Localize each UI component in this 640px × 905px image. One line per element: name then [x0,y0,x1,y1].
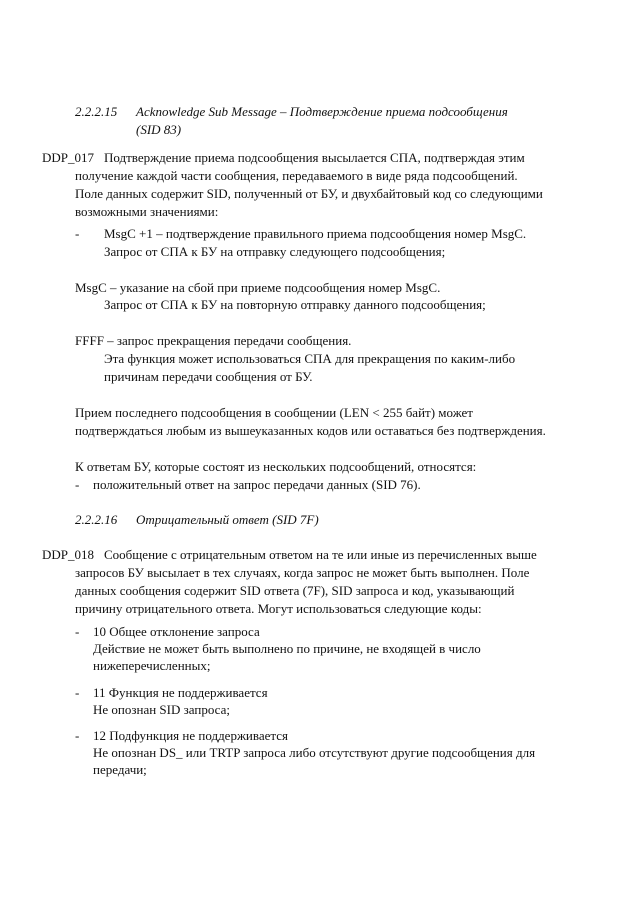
list-dash: - [75,728,80,743]
list-item-desc: Эта функция может использоваться СПА для прекращения по каким-либо [104,351,516,366]
list-dash: - [75,226,80,241]
section-title: Отрицательный ответ (SID 7F) [136,512,319,527]
paragraph-line: подтверждаться любым из вышеуказанных кодов или оставаться без подтверждения. [75,423,546,438]
paragraph-line: запросов БУ высылает в тех случаях, когда запрос не может быть выполнен. Поле [75,565,530,580]
code-title: 12 Подфункция не поддерживается [93,728,288,743]
section-title: Acknowledge Sub Message – Подтверждение приема подсообщения [136,104,508,119]
code-desc: Действие не может быть выполнено по причине, не входящей в число [93,641,481,656]
paragraph-line: Сообщение с отрицательным ответом на те или иные из перечисленных выше [104,547,537,562]
code-desc: передачи; [93,762,147,777]
section-title-sid: (SID 83) [136,122,182,137]
list-dash: - [75,685,80,700]
list-dash: - [75,477,80,492]
list-dash: - [75,624,80,639]
paragraph-line: причину отрицательного ответа. Могут использоваться следующие коды: [75,601,482,616]
list-item: MsgC +1 – подтверждение правильного приема подсообщения номер MsgC. [104,226,527,241]
list-item: FFFF – запрос прекращения передачи сообщения. [75,333,352,348]
section-number: 2.2.2.15 [75,104,118,119]
list-item: положительный ответ на запрос передачи данных (SID 76). [93,477,421,492]
requirement-id: DDP_018 [42,547,95,562]
paragraph-line: Прием последнего подсообщения в сообщении (LEN < 255 байт) может [75,405,473,420]
code-desc: Не опознан SID запроса; [93,702,230,717]
list-item-desc: Запрос от СПА к БУ на отправку следующего подсообщения; [104,244,446,259]
code-title: 11 Функция не поддерживается [93,685,268,700]
paragraph-line: получение каждой части сообщения, передаваемого в виде ряда подсообщений. [75,168,518,183]
code-title: 10 Общее отклонение запроса [93,624,260,639]
paragraph-line: данных сообщения содержит SID ответа (7F), SID запроса и код, указывающий [75,583,515,598]
code-desc: Не опознан DS_ или TRTP запроса либо отсутствуют другие подсообщения для [93,745,536,760]
list-item-desc: Запрос от СПА к БУ на повторную отправку данного подсообщения; [104,297,486,312]
paragraph-line: Подтверждение приема подсообщения высылается СПА, подтверждая этим [104,150,525,165]
list-item-desc: причинам передачи сообщения от БУ. [104,369,313,384]
paragraph-line: К ответам БУ, которые состоят из нескольких подсообщений, относятся: [75,459,477,474]
paragraph-line: возможными значениями: [75,204,219,219]
paragraph-line: Поле данных содержит SID, полученный от БУ, и двухбайтовый код со следующими [75,186,543,201]
code-desc: нижеперечисленных; [93,658,211,673]
requirement-id: DDP_017 [42,150,95,165]
section-number: 2.2.2.16 [75,512,118,527]
list-item: MsgC – указание на сбой при приеме подсообщения номер MsgC. [75,280,441,295]
